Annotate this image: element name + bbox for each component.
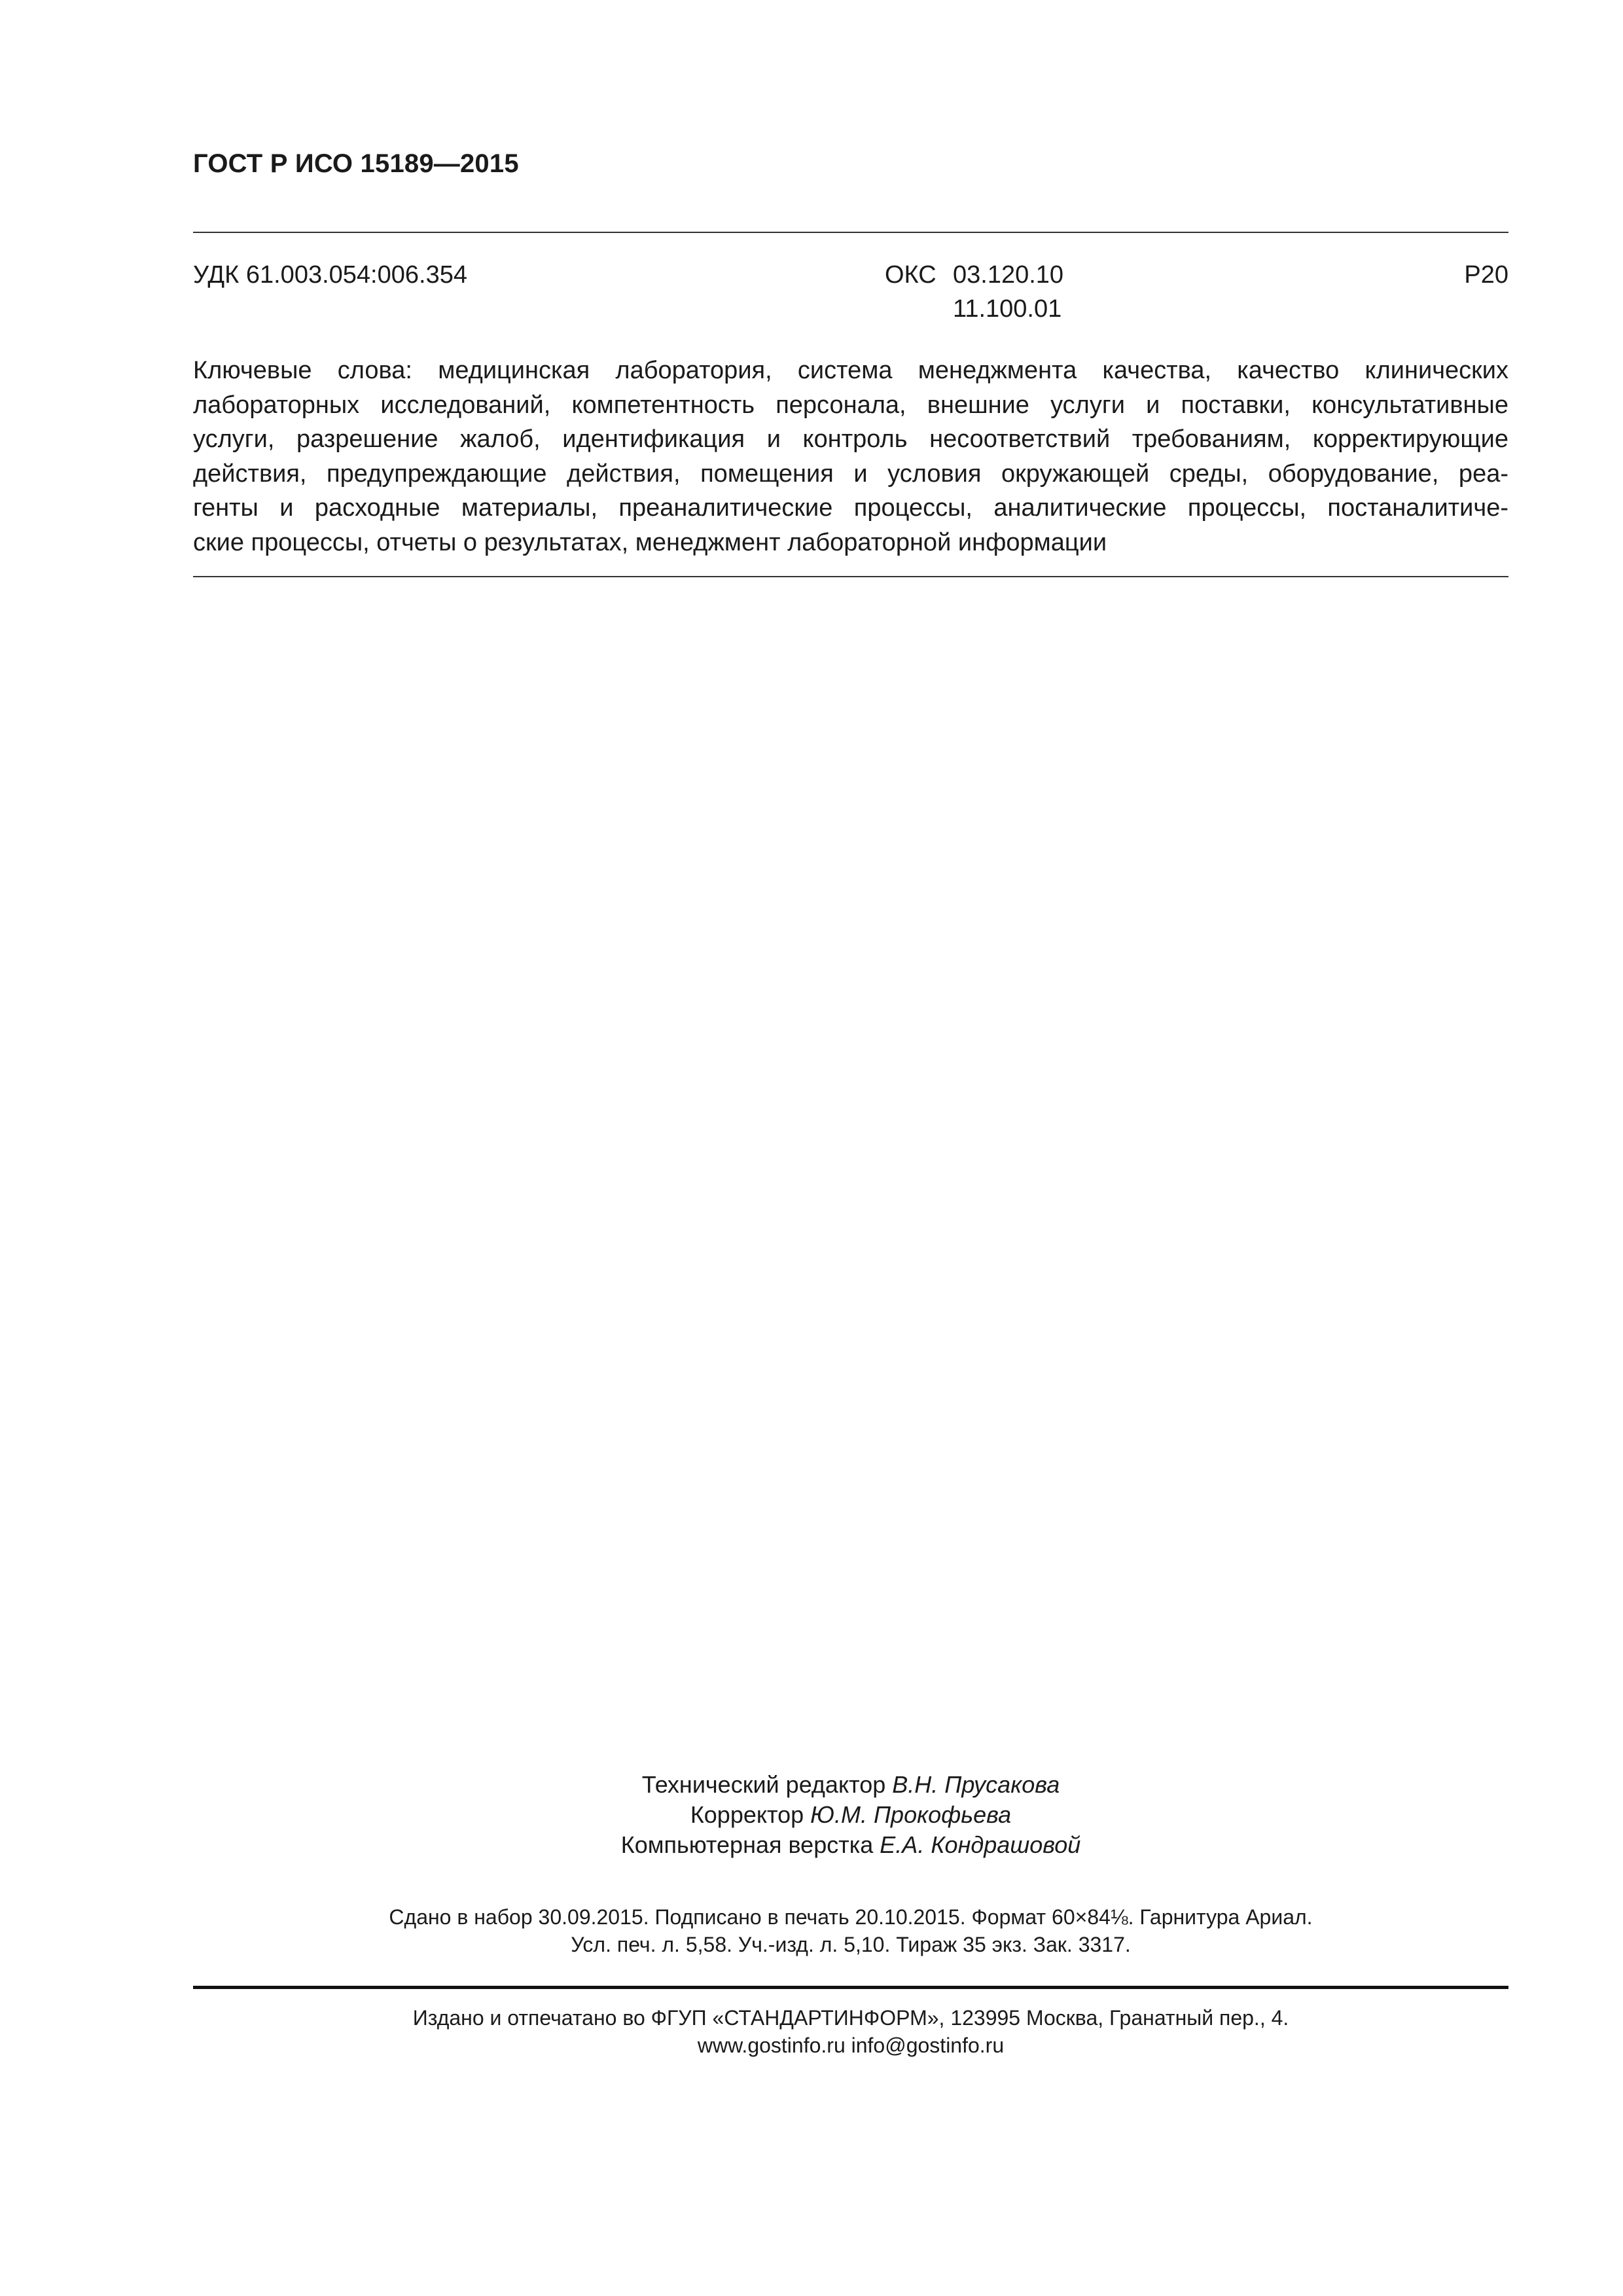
publisher-contacts: www.gostinfo.ru info@gostinfo.ru [697, 2034, 1005, 2057]
oks-label: ОКС [885, 261, 936, 289]
keywords-line: лабораторных исследований, компетентность персонала, внешние услуги и поставки, консультативные [193, 391, 1508, 419]
keywords-line: ские процессы, отчеты о результатах, менеджмент лабораторной информации [193, 528, 1107, 556]
publisher-line: Издано и отпечатано во ФГУП «СТАНДАРТИНФОРМ», 123995 Москва, Гранатный пер., 4. [412, 2006, 1289, 2030]
publisher-divider [193, 1986, 1508, 1989]
credit-name: В.Н. Прусакова [892, 1771, 1060, 1798]
credit-row [193, 1770, 1508, 1800]
oks-code-2: 11.100.01 [953, 295, 1062, 323]
credit-role: Технический редактор [641, 1771, 886, 1798]
print-info [193, 1903, 1508, 1958]
print-info-line: Сдано в набор 30.09.2015. Подписано в печать 20.10.2015. Формат 60×84⅛. Гарнитура Ариал. [389, 1905, 1313, 1929]
print-info-line: Усл. печ. л. 5,58. Уч.-изд. л. 5,10. Тираж 35 экз. Зак. 3317. [571, 1933, 1131, 1956]
keywords-line: услуги, разрешение жалоб, идентификация и контроль несоответствий требованиям, корректирующие [193, 425, 1508, 453]
udk-code: УДК 61.003.054:006.354 [193, 261, 467, 289]
oks-block [885, 258, 1063, 326]
credits-block [193, 1770, 1508, 1860]
keywords-paragraph [193, 353, 1508, 560]
oks-code-1: 03.120.10 [953, 261, 1064, 289]
credit-name: Е.А. Кондрашовой [880, 1831, 1081, 1858]
publisher-info [193, 2004, 1508, 2059]
credit-role: Корректор [690, 1801, 804, 1828]
keywords-divider [193, 576, 1508, 577]
keywords-line: Ключевые слова: медицинская лаборатория, система менеджмента качества, качество клинических [193, 357, 1508, 384]
credit-row [193, 1800, 1508, 1830]
top-divider [193, 232, 1508, 233]
keywords-line: генты и расходные материалы, преаналитические процессы, аналитические процессы, постаналитиче- [193, 494, 1508, 522]
credit-name: Ю.М. Прокофьева [810, 1801, 1012, 1828]
credit-role: Компьютерная верстка [620, 1831, 874, 1858]
keywords-line: действия, предупреждающие действия, помещения и условия окружающей среды, оборудование, реа- [193, 459, 1508, 488]
document-code: ГОСТ Р ИСО 15189—2015 [193, 149, 519, 178]
classification-code: Р20 [1464, 261, 1508, 289]
credit-row [193, 1830, 1508, 1860]
